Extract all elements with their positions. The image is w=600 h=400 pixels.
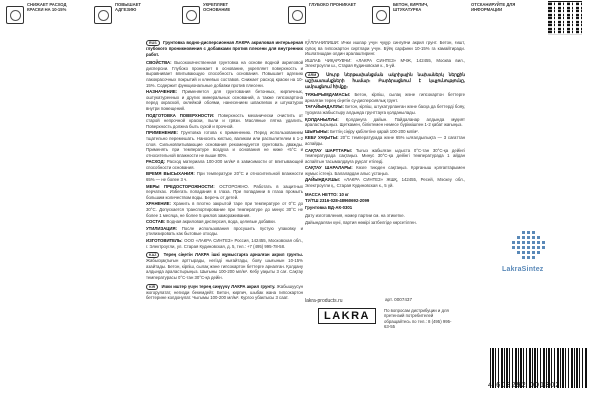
feature-label: УКРЕПЛЯЕТ ОСНОВАНИЕ: [203, 2, 231, 12]
kyrgyz-intro: Ички иштер үчүн терең сиңүүчү ЛАКРА акрил грунту.: [161, 283, 276, 289]
distribution-contact: По вопросам дистрибуции и для претензий потребителей обращайтесь по тел.: 8 (495) 995-63-55: [384, 308, 452, 330]
feature-label: ОТСКАНИРУЙТЕ ДЛЯ ИНФОРМАЦИИ: [471, 2, 516, 12]
instructions-right-column: [305, 40, 465, 227]
instructions-left-column: [146, 40, 303, 304]
feature-reduces-consumption: [6, 2, 75, 36]
section-text: Применяется для грунтования бетонных, кирпичных, оштукатуренных и других минеральных оснований, а также гипсокартона перед окраской, оклейкой обоями, нанесением шпаклевок и штукатурок внутри помещений.: [146, 89, 303, 111]
section-text: 20°С температурада және 65% ылғалдылықта — 3 сағаттан аспайды.: [305, 135, 465, 146]
reduces-consumption-icon: [6, 6, 24, 24]
section-heading: ТАҒАЙЫНДАЛУЫ:: [305, 104, 344, 110]
section-precautions: [146, 184, 303, 201]
lakra-sintez-logo-icon: [500, 223, 560, 293]
section-text: ООО «ЛАКРА СИНТЕЗ» Россия, 142455, Московская обл., г. Электроугли, ул. Старая Кудиновская, д. 5, тел.: +7 (495) 995-78-58.: [146, 238, 303, 249]
section-heading: ПОДГОТОВКА ПОВЕРХНОСТИ:: [146, 112, 215, 118]
website-link[interactable]: lakra-products.ru: [305, 298, 343, 304]
section-heading: СВОЙСТВА:: [146, 60, 172, 66]
section-heading: МЕРЫ ПРЕДОСТОРОЖНОСТИ:: [146, 183, 215, 189]
section-heading: ҚОЛДАНЫЛУЫ:: [305, 116, 339, 122]
section-purpose: [146, 89, 303, 111]
feature-qr-text: [468, 2, 545, 36]
armenian-text: Սուրբ ներթափանցման ակրիլային նախաներկ ներքին աշխատանքների համար։ Բարձրացնում է կպչունությունը, ամրացնում հիմքը։: [305, 72, 465, 89]
kz-section-purpose: [305, 104, 465, 115]
product-intro: Грунтовка водно-дисперсионная ЛАКРА акриловая интерьерная глубокого проникновения с добавками против плесени для внутренних работ.: [146, 40, 303, 57]
feature-label: ПОВЫШАЕТ АДГЕЗИЮ: [115, 2, 141, 12]
section-text: Высококачественная грунтовка на основе водной акриловой дисперсии. Глубоко проникает в основание, укрепляет поверхность и выравнивает впитывающую способность основания. Повышает адгезию лакокрасочных покрытий и клеевых составов. Снижает расход краски на 10-15%. Содержит функциональные добавки против плесени.: [146, 60, 303, 88]
brand-logo: [318, 308, 376, 324]
feature-label: ГЛУБОКО ПРОНИКАЕТ: [309, 2, 357, 7]
section-text: Бетон, кірпіш, сылақ және гипсокартон беттерге арналған терең сіңетін су-дисперсиялық грунт.: [305, 92, 465, 103]
kz-section-precautions: [305, 165, 465, 176]
section-text: Қолдануға дайын. Пайдаланар алдында мұқият араластырыңыз. Щеткамен, біліктемен немесе бүріккішпен 1-2 қабат жағыңыз.: [305, 116, 465, 128]
tu-standard: ТУ/ТШ 2316-028-48960692-2099: [305, 198, 370, 204]
section-heading: НАЗНАЧЕНИЕ:: [146, 89, 178, 95]
section-heading: ТҰЖЫРЫМДАМАСЫ:: [305, 92, 351, 98]
section-heading: САҚТАУ ШАРТТАРЫ:: [305, 147, 353, 153]
date-note-kaz: Дайындалған күні, партия нөмірі затбелгіде көрсетілген.: [305, 220, 417, 226]
section-heading: РАСХОД:: [146, 159, 165, 165]
feature-adhesion: [94, 2, 163, 36]
feature-deep-penetration: [288, 2, 357, 36]
section-heading: СОСТАВ:: [146, 219, 166, 225]
section-heading: ДАЙЫНДАУШЫ:: [305, 177, 341, 183]
concrete-icon: [372, 6, 390, 24]
kazakh-text: Жабысқақтығын арттырады, негізді нығайтады, бояу шығынын 10-15% азайтады. Бетон, кірпіш, сылақ және гипсокартон беттерге арналған. Қолдану алдында араластырыңыз. Шығыны 100-200 мл/м². Кебу уақыты 3 сағ. Сақтау температурасы 0°С-тан 30°С-қа дейін.: [146, 258, 303, 280]
section-text: Тығыз жабылған ыдыста 0°С-тан 30°С-қа дейінгі температурада сақтаңыз. Минус 30°С-қа дейінгі температурада 1 айдан аспайтын тасымалдауға рұқсат етіледі.: [305, 147, 465, 164]
net-mass-value: 10 кг: [339, 191, 349, 197]
section-text: ОСТОРОЖНО. Работать в защитных перчатках. Избегать попадания в глаза. При попадании в глаза промыть большим количеством воды. Беречь от детей.: [146, 183, 304, 200]
section-heading: ШЫҒЫНЫ:: [305, 128, 329, 134]
lang-badge-kir: KIR: [146, 284, 158, 290]
feature-label: БЕТОН, КИРПИЧ, ШТУКАТУРКА: [393, 2, 429, 12]
section-storage: [146, 201, 303, 218]
section-composition: [146, 219, 303, 225]
adhesion-icon: [94, 6, 112, 24]
feature-label: СНИЖАЕТ РАСХОД КРАСКИ НА 10-15%: [27, 2, 67, 12]
section-text: Бетон, кірпіш, штукатурланған және басқа да беттерді бояу, тұсқағаз жабыстыру алдында грунттауға қолданылады.: [305, 104, 465, 115]
lang-badge-kaz: KAZ: [146, 252, 159, 258]
kyrgyz-block: [146, 284, 303, 301]
section-heading: САҚТАУ ШАРАЛАРЫ:: [305, 165, 353, 171]
section-application: [146, 130, 303, 158]
section-text: «ЛАКРА СИНТЕЗ» ЖШҚ, 142455, Ресей, Мәскеу обл., Электроугли қ., Старая Кудиновская к., 5 үй.: [305, 177, 465, 189]
lang-badge-arm: ARM: [305, 72, 319, 78]
lang-badge-rus: RUS: [146, 40, 160, 46]
article-number: арт. 0007437: [385, 297, 413, 302]
section-text: После использования просушить пустую упаковку и утилизировать как бытовые отходы.: [146, 225, 303, 237]
logo-wordmark: LakraSintez: [502, 266, 544, 273]
deep-penetration-icon: [288, 6, 306, 24]
section-disposal: [146, 226, 303, 237]
section-consumption: [146, 159, 303, 170]
net-mass: [305, 192, 465, 198]
section-text: Водная акриловая дисперсия, вода, целевые добавки.: [166, 219, 276, 225]
section-heading: ВРЕМЯ ВЫСЫХАНИЯ:: [146, 171, 195, 177]
section-manufacturer: [146, 238, 303, 249]
section-text: Көзге тиюден сақтаңыз. Қорғаныш қолғаптарымен жұмыс істеңіз. Балалардан алыс ұстаңыз.: [305, 165, 465, 176]
kz-section-drying: [305, 135, 465, 146]
kazakh-block: [146, 252, 303, 280]
section-text: При температуре 20°С и относительной влажности 65% — не более 3 ч.: [146, 171, 304, 183]
section-text: Беттің сіңіру қабілетіне қарай 100-200 мл/м².: [330, 128, 419, 134]
kazakh-intro: Терең сіңетін ЛАКРА ішкі жұмыстарға арналған акрил грунты.: [163, 252, 303, 258]
brand-wordmark: LAKRA: [324, 310, 370, 322]
uzbek-usage: ҚЎЛЛАНИЛИШИ: Ички ишлар учун чуқур сингувчи акрил грунт. Бетон, ғишт, сувоқ ва гипсокартон сиртлари учун. Бўёқ сарфини 10-15% га камайтиради. Ишлатишдан олдин аралаштиринг.: [305, 40, 465, 57]
feature-concrete: [372, 2, 441, 36]
section-heading: ИЗГОТОВИТЕЛЬ:: [146, 238, 183, 243]
section-text: Расход материала 100-200 мл/м² в зависимости от впитывающей способности основания.: [146, 159, 303, 170]
section-preparation: [146, 113, 303, 130]
intro-block: [146, 40, 303, 57]
qr-code-pattern: [548, 1, 582, 35]
barcode-number: 4 603292 001302: [488, 382, 561, 389]
section-text: Хранить в плотно закрытой таре при температуре от 0°С до 30°С. Допускается транспортирование при температуре до минус 30°С не более 1 месяца, не более 5 циклов замораживания.: [146, 201, 303, 218]
section-properties: [146, 60, 303, 88]
strengthen-icon: [182, 6, 200, 24]
kz-section-consumption: [305, 129, 465, 135]
section-heading: УТИЛИЗАЦИЯ:: [146, 225, 178, 231]
armenian-block: [305, 72, 465, 89]
section-text: Грунтовка готова к применению. Перед использованием тщательно перемешать. Наносить кистью, валиком или распылителем в 1-2 слоя. Сильновпитывающие основания рекомендуется грунтовать дважды. Применять при температуре воздуха и основания не ниже +5°С и относительной влажности не выше 80%.: [146, 130, 303, 158]
feature-icon-strip: [0, 0, 600, 42]
section-heading: ПРИМЕНЕНИЕ:: [146, 130, 178, 136]
section-heading: ХРАНЕНИЕ:: [146, 201, 171, 207]
section-drying: [146, 171, 303, 182]
kz-section-storage: [305, 148, 465, 165]
feature-strengthen: [182, 2, 251, 36]
kyrgyz-text: Жабышуусун жогорулатат, негизди бекемдейт. Бетон, кирпич, шыбак жана гипсокартон беттерине колдонулат. Чыгымы 100-200 мл/м². Кургоо убактысы 3 саат.: [146, 283, 304, 301]
section-text: Поверхность механически очистить от старой непрочной краски, пыли и грязи. Масляные пятна удалить. Поверхность должна быть сухой и прочной.: [146, 112, 303, 129]
kz-section-maker: [305, 177, 465, 188]
date-note-rus: Дату изготовления, номер партии см. на этикетке.: [305, 213, 405, 219]
barcode-icon: [486, 330, 590, 388]
kz-section-concept: [305, 92, 465, 103]
product-batch: Грунтовка ВД-АК-0301: [305, 204, 353, 210]
kz-section-usage: [305, 117, 465, 128]
uzbek-maker: ИШЛАБ ЧИҚАРУВЧИ: «ЛАКРА СИНТЕЗ» МЧЖ, 142455, Москва вил., Электроугли ш., Старая Кудиновская к., 5-уй.: [305, 57, 465, 69]
net-mass-label: МАССА НЕТТО:: [305, 191, 338, 197]
section-heading: КЕБУ УАҚЫТЫ:: [305, 135, 339, 141]
